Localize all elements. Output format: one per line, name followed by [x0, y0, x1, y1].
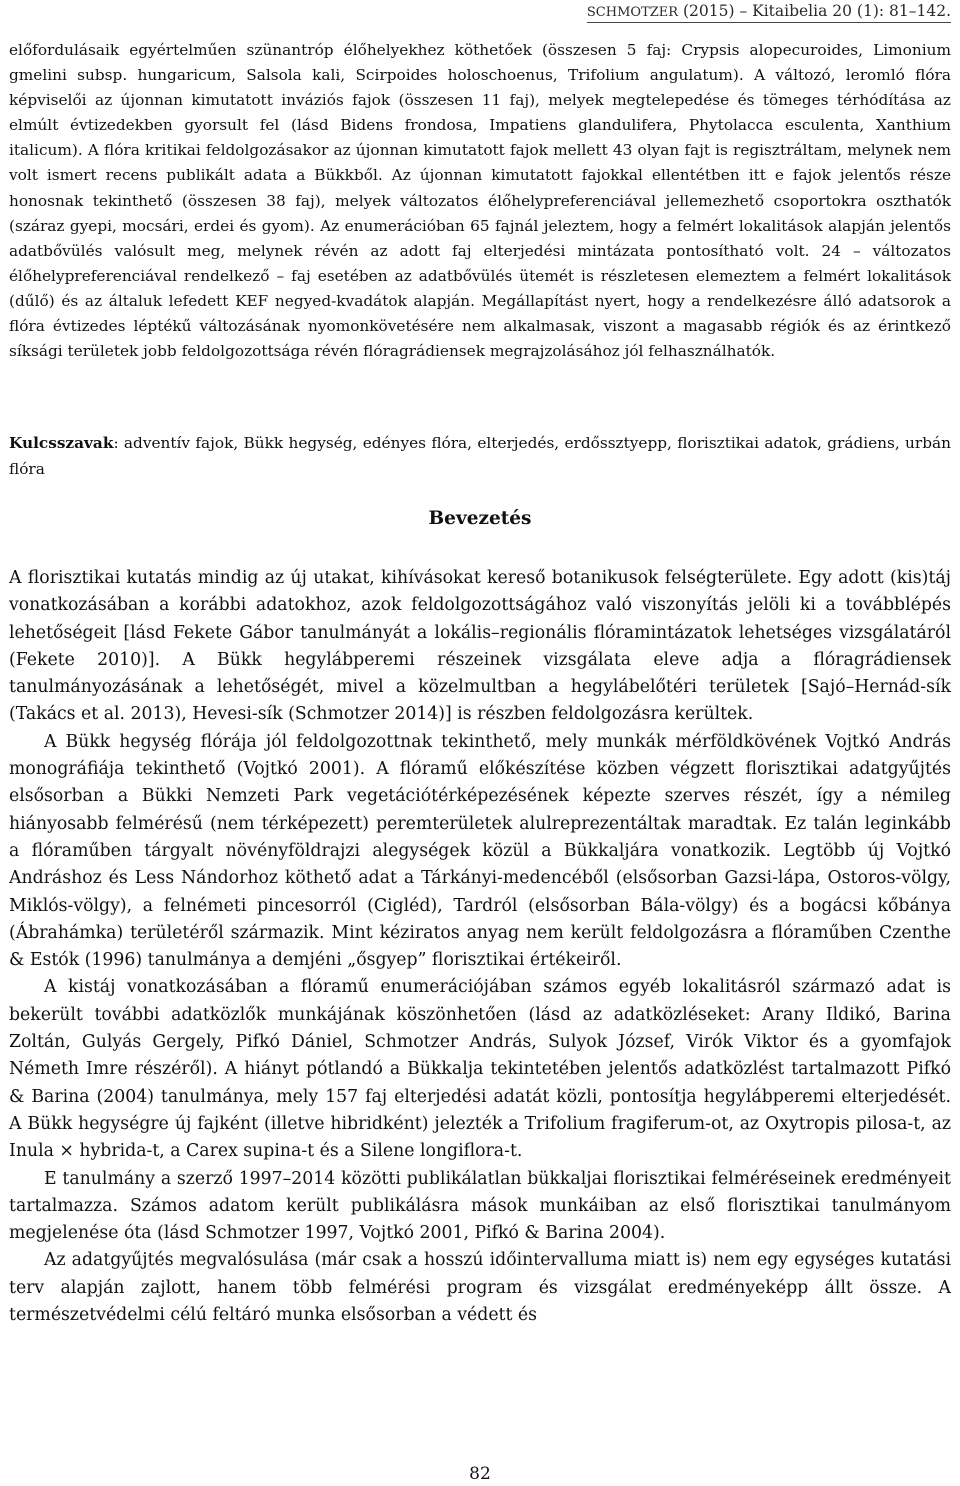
- running-header: [587, 2, 951, 23]
- paragraph-4: E tanulmány a szerző 1997–2014 közötti publikálatlan bükkaljai florisztikai felméréseinek eredményeit tartalmazza. Számos adatom került publikálásra mások munkáiban az első florisztikai tanulmányom megjelenése óta (lásd Schmotzer 1997, Vojtkó 2001, Pifkó & Barina 2004).: [9, 1168, 951, 1244]
- paragraph-5: Az adatgyűjtés megvalósulása (már csak a hosszú időintervalluma miatt is) nem egy egységes kutatási terv alapján zajlott, hanem több felmérési program és vizsgálat eredményeképp állt össze. A természetvédelmi célú feltáró munka elsősorban a védett és: [9, 1250, 951, 1326]
- header-author: SCHMOTZER: [586, 5, 679, 20]
- paragraph-2: A Bükk hegység flórája jól feldolgozottnak tekinthető, mely munkák mérföldkövének Vojtkó András monográfiája tekinthető (Vojtkó 2001). A flóramű előkészítése közben végzett florisztikai adatgyűjtés elsősorban a Bükki Nemzeti Park vegetációtérképezésének képezte szerves részét, így a némileg hiányosabb felmérésű (nem térképezett) peremterületek alulreprezentáltak maradtak. Ez talán leginkább a flóraműben tárgyalt növényföldrajzi alegységek közül a Bükkaljára vonatkozik. Legtöbb új Vojtkó Andráshoz és Less Nándorhoz köthető adat a Tárkányi-medencéből (elsősorban Gazsi-lápa, Ostoros-völgy, Miklós-völgy), a felnémeti pincesorról (Cigléd), Tardról (elsősorban Bála-völgy) és a bogácsi kőbánya (Ábrahámka) területéről származik. Mint kéziratos anyag nem került feldolgozásra a flóraműben Czenthe & Estók (1996) tanulmánya a demjéni „ősgyep” florisztikai értékeiről.: [9, 731, 951, 971]
- paragraph-3: A kistáj vonatkozásában a flóramű enumerációjában számos egyéb lokalitásról származó adat is bekerült további adatközlők munkájának köszönhetően (lásd az adatközléseket: Arany Ildikó, Barina Zoltán, Gulyás Gergely, Pifkó Dániel, Schmotzer András, Sulyok József, Virók Viktor és a gyomfajok Németh Imre részéről). A hiányt pótlandó a Bükkalja tekintetében jelentős adatközlést tartalmazott Pifkó & Barina (2004) tanulmánya, mely 157 faj elterjedési adatát közli, pontosítja hegylábperemi elterjedését. A Bükk hegységre új fajként (illetve hibridként) jelezték a Trifolium fragiferum-ot, az Oxytropis pilosa-t, az Inula × hybrida-t, a Carex supina-t és a Silene longiflora-t.: [9, 977, 951, 1162]
- paragraph-1: A florisztikai kutatás mindig az új utakat, kihívásokat kereső botanikusok felségterülete. Egy adott (kis)táj vonatkozásában a korábbi adatokhoz, azok feldolgozottságához való viszonyítás jelöli ki a továbblépés lehetőségeit [lásd Fekete Gábor tanulmányát a lokális–regionális flóramintázatok lehetséges vizsgálatáról (Fekete 2010)]. A Bükk hegylábperemi részeinek vizsgálata eleve adja a flóragrádiensek tanulmányozásának a lehetőségét, mivel a közelmultban a hegylábelőtéri területek [Sajó–Hernád-sík (Takács et al. 2013), Hevesi-sík (Schmotzer 2014)] is részben feldolgozásra kerültek.: [9, 568, 951, 725]
- keywords-text: : adventív fajok, Bükk hegység, edényes flóra, elterjedés, erdőssztyepp, florisztikai adatok, grádiens, urbán flóra: [9, 434, 951, 478]
- abstract-paragraph: előfordulásaik egyértelműen szünantróp élőhelyekhez köthetőek (összesen 5 faj: Crypsis alopecuroides, Limonium gmelini subsp. hungaricum, Salsola kali, Scirpoides holoschoenus, Trifolium angulatum). A változó, leromló flóra képviselői az újonnan kimutatott inváziós fajok (összesen 11 faj), melyek megtelepedése és tömeges térhódítása az elmúlt évtizedekben gyorsult fel (lásd Bidens frondosa, Impatiens glandulifera, Phytolacca esculenta, Xanthium italicum). A flóra kritikai feldolgozásakor az újonnan kimutatott fajok mellett 43 olyan fajt is regisztráltam, melynek nem volt ismert recens publikált adata a Bükkből. Az újonnan kimutatott fajokkal ellentétben itt e fajok jelentős része honosnak tekinthető (összesen 38 faj), melyek változatos élőhelypreferenciával jellemezhető csoportokra oszthatók (száraz gyepi, mocsári, erdei és gyom). Az enumerációban 65 fajnál jeleztem, hogy a felmért lokalitások alapján jelentős adatbővülés valósult meg, melynek révén az adott faj elterjedési mintázata pontosítható volt. 24 – változatos élőhelypreferenciával rendelkező – faj esetében az adatbővülés ütemét is részletesen elemeztem a felmért lokalitások (dűlő) és az általuk lefedett KEF negyed-kvadátok alapján. Megállapítást nyert, hogy a rendelkezésre álló adatsorok a flóra évtizedes léptékű változásának nyomonkövetésére nem alkalmasak, viszont a magasabb régiók és az érintkező síksági területek jobb feldolgozottsága révén flóragrádiensek megrajzolásához jól felhasználhatók.: [9, 41, 951, 361]
- page-number: 82: [469, 1464, 491, 1484]
- keywords: [9, 431, 951, 482]
- section-title: Bevezetés: [428, 508, 532, 529]
- keywords-label: Kulcsszavak: [9, 434, 114, 452]
- abstract: [9, 38, 951, 364]
- header-citation: (2015) – Kitaibelia 20 (1): 81–142.: [678, 2, 951, 20]
- body-text: [9, 565, 951, 1329]
